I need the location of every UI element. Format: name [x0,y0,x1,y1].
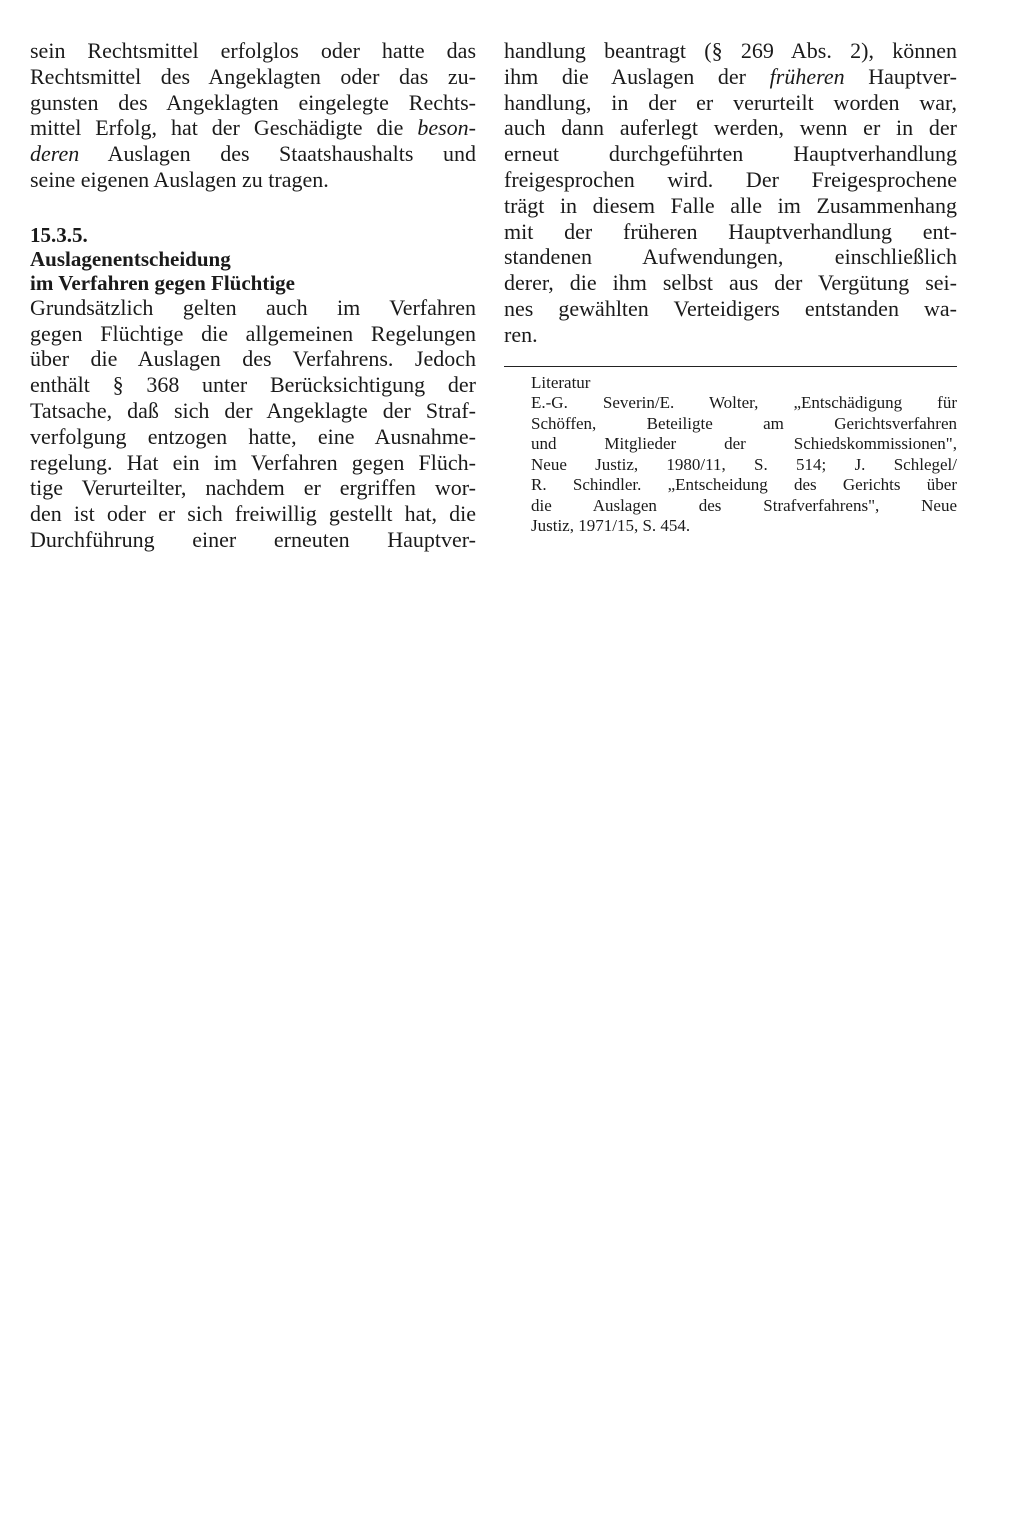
text-line [504,64,957,90]
text-line: gunsten des Angeklagten eingelegte Rechts- [30,89,476,115]
italic-text: deren [30,141,80,167]
text-line: mit der früheren Hauptverhandlung ent- [504,218,957,244]
text-line: über die Auslagen des Verfahrens. Jedoch [30,346,476,372]
paragraph-outcome-costs [30,38,476,193]
literature-title: Literatur [531,372,591,392]
literature-line: Justiz, 1971/15, S. 454. [531,516,691,536]
text-line: trägt in diesem Falle alle im Zusammenhang [504,192,957,218]
text-line: regelung. Hat ein im Verfahren gegen Flüch- [30,449,476,475]
text-line: Tatsache, daß sich der Angeklagte der Straf- [30,397,476,423]
text-line: verfolgung entzogen hatte, eine Ausnahme- [30,423,476,449]
italic-text: beson- [417,115,476,141]
text-line: tige Verurteilter, nachdem er ergriffen wor- [30,475,476,501]
text-line: seine eigenen Auslagen zu tragen. [30,166,329,192]
paragraph-continuation [504,38,957,348]
text-run: Auslagen des Staatshaushalts und [79,141,476,167]
text-line: nes gewählten Verteidigers entstanden wa- [504,295,957,321]
section-heading-line: im Verfahren gegen Flüchtige [30,270,296,295]
text-line [30,141,476,167]
section-number: 15.3.5. [30,222,88,247]
text-line: Grundsätzlich gelten auch im Verfahren [30,294,476,320]
literature-line: und Mitglieder der Schiedskommissionen", [531,434,957,454]
text-line: handlung, in der er verurteilt worden war, [504,89,957,115]
text-line: erneut durchgeführten Hauptverhandlung [504,141,957,167]
section-heading [30,247,476,295]
literature-line: E.-G. Severin/E. Wolter, „Entschädigung für [531,393,957,413]
text-line: handlung beantragt (§ 269 Abs. 2), können [504,38,957,63]
right-column [504,38,957,537]
section-heading-line: Auslagenentscheidung [30,246,231,271]
text-line [30,115,476,141]
text-line: Durchführung einer erneuten Hauptver- [30,526,476,552]
literature-line: die Auslagen des Strafverfahrens", Neue [531,495,957,515]
literature-line: R. Schindler. „Entscheidung des Gerichts über [531,475,957,495]
text-line: ren. [504,321,538,347]
text-line: derer, die ihm selbst aus der Vergütung sei- [504,270,957,296]
literature-line: Neue Justiz, 1980/11, S. 514; J. Schlegel/ [531,454,957,474]
paragraph-fugitive-proceedings [30,295,476,553]
text-line: freigesprochen wird. Der Freigesprochene [504,166,957,192]
left-column [30,38,476,553]
text-line: enthält § 368 unter Berücksichtigung der [30,372,476,398]
text-run: Hauptver- [844,63,957,89]
literature-divider [504,366,957,367]
literature-block [531,373,957,537]
text-line: Rechtsmittel des Angeklagten oder das zu- [30,63,476,89]
italic-text: früheren [769,63,845,89]
text-line: standenen Aufwendungen, einschließlich [504,244,957,270]
text-line: den ist oder er sich freiwillig gestellt hat, die [30,501,476,527]
text-line: gegen Flüchtige die allgemeinen Regelungen [30,320,476,346]
text-line: sein Rechtsmittel erfolglos oder hatte das [30,38,476,63]
literature-line: Schöffen, Beteiligte am Gerichtsverfahren [531,413,957,433]
text-line: auch dann auferlegt werden, wenn er in der [504,115,957,141]
text-run: ihm die Auslagen der [504,63,770,89]
text-run: mittel Erfolg, hat der Geschädigte die [30,115,418,141]
